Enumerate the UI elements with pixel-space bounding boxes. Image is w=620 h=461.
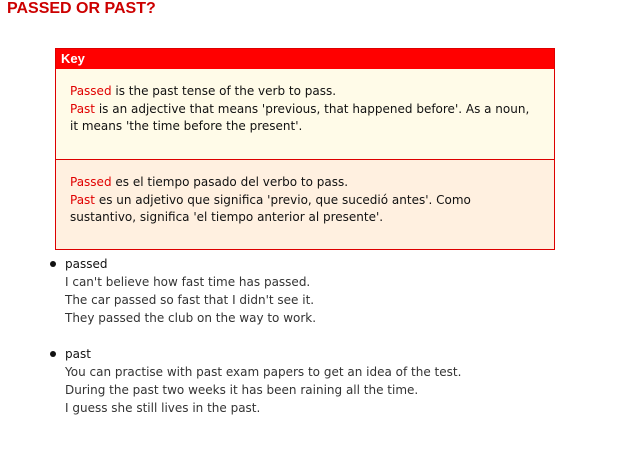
bullet-icon — [50, 351, 56, 357]
example-term: passed — [65, 257, 108, 271]
key-english-passed-text: is the past tense of the verb to pass. — [111, 84, 337, 98]
key-spanish-passed-word: Passed — [70, 175, 112, 189]
example-group-past — [48, 345, 568, 417]
example-group-passed — [48, 255, 568, 327]
example-sentence: During the past two weeks it has been raining all the time. — [65, 383, 419, 397]
key-spanish-past-text: es un adjetivo que significa 'previo, que sucedió antes'. Como sustantivo, significa 'el tiempo anterior al presente'. — [70, 192, 471, 224]
key-english-past-text: is an adjective that means 'previous, that happened before'. As a noun, it means 'the time before the present'. — [70, 101, 530, 133]
example-sentence: I can't believe how fast time has passed. — [65, 275, 311, 289]
example-sentence: I guess she still lives in the past. — [65, 401, 261, 415]
example-sentence: You can practise with past exam papers to get an idea of the test. — [65, 365, 462, 379]
key-english-passed-word: Passed — [70, 84, 112, 98]
key-spanish-past-line — [70, 192, 540, 227]
example-sentence: The car passed so fast that I didn't see it. — [65, 293, 315, 307]
key-english-past-word: Past — [70, 101, 96, 116]
bullet-icon — [50, 261, 56, 267]
key-spanish-passed-text: es el tiempo pasado del verbo to pass. — [111, 175, 349, 189]
example-sentence: They passed the club on the way to work. — [65, 311, 317, 325]
key-spanish-passed-line — [70, 174, 540, 192]
example-term: past — [65, 347, 91, 361]
key-english-passed-line — [70, 83, 540, 101]
key-header: Key — [56, 49, 554, 69]
key-spanish-section — [56, 160, 554, 249]
page-title: PASSED OR PAST? — [7, 0, 156, 17]
key-english-section — [56, 69, 554, 160]
key-english-past-line — [70, 101, 540, 136]
examples-list — [48, 255, 568, 435]
key-box — [55, 48, 555, 250]
key-spanish-past-word: Past — [70, 192, 96, 207]
